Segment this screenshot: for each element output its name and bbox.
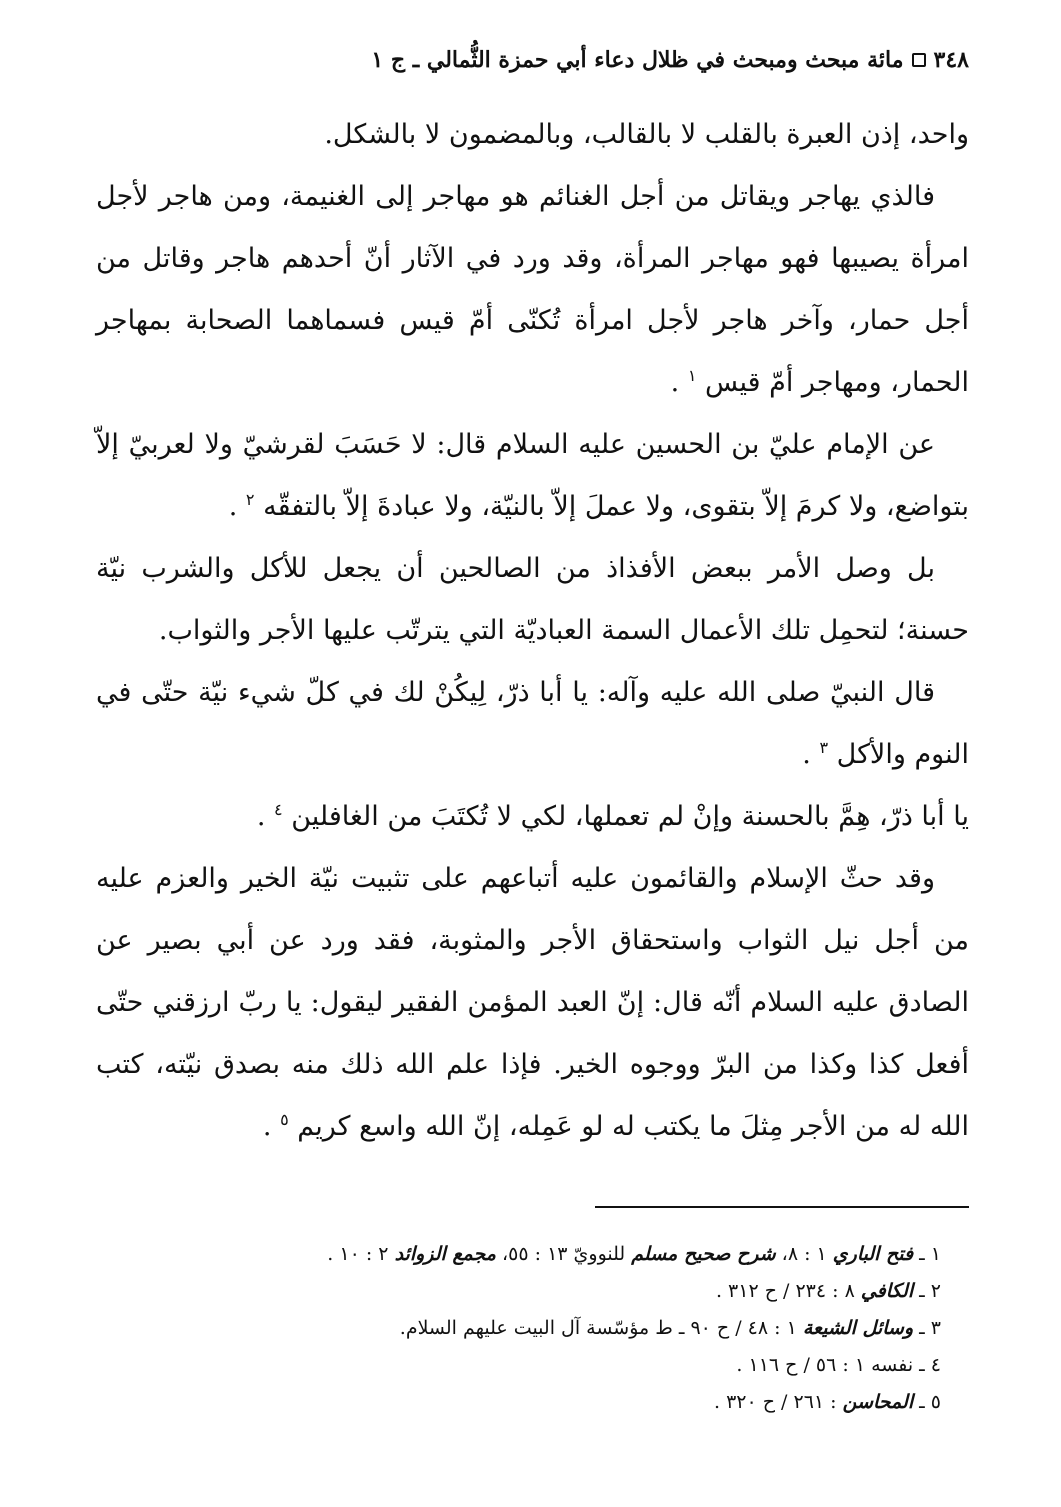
footnote-ref-4[interactable]: ٤	[274, 800, 283, 819]
footnote-source-title: فتح الباري	[832, 1243, 914, 1265]
footnote-2: ٢ ـ الكافي ٨ : ٢٣٤ / ح ٣١٢ .	[715, 1280, 941, 1302]
footnote-divider	[595, 1206, 969, 1208]
page-number: ٣٤٨	[933, 47, 969, 73]
paragraph-3: عن الإمام عليّ بن الحسين عليه السلام قال: لا حَسَبَ لقرشيّ ولا لعربيّ إلاّ بتواضع، ولا كرمَ إلاّ بتقوى، ولا عملَ إلاّ بالنيّة، ولا عبادةَ إلاّ بالتفقّه $^٢$ .	[96, 429, 969, 522]
footnote-ref-3[interactable]: ٣	[819, 738, 829, 757]
page	[96, 40, 969, 1158]
footnote-4: ٤ ـ نفسه ١ : ٥٦ / ح ١١٦ .	[736, 1354, 941, 1376]
footnote-3: ٣ ـ وسائل الشيعة ١ : ٤٨ / ح ٩٠ ـ ط مؤسّسة آل البيت عليهم السلام.	[399, 1317, 941, 1339]
paragraph-1: واحد، إذن العبرة بالقلب لا بالقالب، وبالمضمون لا بالشكل.	[324, 119, 969, 150]
running-header	[96, 40, 969, 80]
book-title: مائة مبحث ومبحث في ظلال دعاء أبي حمزة الثُّمالي ـ ج ١	[371, 47, 904, 73]
footnotes	[140, 1236, 941, 1421]
footnote-5: ٥ ـ المحاسن : ٢٦١ / ح ٣٢٠ .	[713, 1391, 941, 1413]
paragraph-7: وقد حثّ الإسلام والقائمون عليه أتباعهم على تثبيت نيّة الخير والعزم عليه من أجل نيل الثواب واستحقاق الأجر والمثوبة، فقد ورد عن أبي بصير عن الصادق عليه السلام أنّه قال: إنّ العبد المؤمن الفقير ليقول: يا ربّ ارزقني حتّى أفعل كذا وكذا من البرّ ووجوه الخير. فإذا علم الله ذلك منه بصدق نيّته، كتب الله له من الأجر مِثلَ ما يكتب له لو عَمِله، إنّ الله واسع كريم $^٥$ .	[96, 863, 969, 1142]
footnote-source-title: المحاسن	[842, 1391, 914, 1413]
square-bullet-icon	[912, 53, 926, 67]
paragraph-2: فالذي يهاجر ويقاتل من أجل الغنائم هو مهاجر إلى الغنيمة، ومن هاجر لأجل امرأة يصيبها فهو مهاجر المرأة، وقد ورد في الآثار أنّ أحدهم هاجر وقاتل من أجل حمار، وآخر هاجر لأجل امرأة تُكنّى أمّ قيس فسماهما الصحابة بمهاجر الحمار، ومهاجر أمّ قيس $^١$ .	[96, 181, 969, 398]
footnote-source-title: شرح صحيح مسلم	[631, 1243, 776, 1265]
footnote-source-title: الكافي	[860, 1280, 914, 1302]
paragraph-6: يا أبا ذرّ، هِمَّ بالحسنة وإنْ لم تعملها، لكي لا تُكتَبَ من الغافلين $^٤$ .	[256, 800, 969, 832]
paragraph-5: قال النبيّ صلى الله عليه وآله: يا أبا ذرّ، لِيكُنْ لك في كلّ شيء نيّة حتّى في النوم والأكل $^٣$ .	[96, 677, 969, 770]
body-text	[96, 104, 969, 1158]
footnote-ref-2[interactable]: ٢	[245, 490, 255, 509]
footnote-1: ١ ـ فتح الباري ١ : ٨، شرح صحيح مسلم للنوويّ ١٣ : ٥٥، مجمع الزوائد ٢ : ١٠ .	[327, 1243, 941, 1265]
paragraph-4: بل وصل الأمر ببعض الأفذاذ من الصالحين أن يجعل للأكل والشرب نيّة حسنة؛ لتحمِل تلك الأعمال السمة العباديّة التي يترتّب عليها الأجر والثواب.	[96, 553, 969, 646]
footnote-source-title: مجمع الزوائد	[394, 1243, 496, 1265]
footnote-ref-5[interactable]: ٥	[280, 1110, 289, 1129]
footnote-ref-1[interactable]: ١	[687, 366, 697, 385]
footnote-source-title: وسائل الشيعة	[802, 1317, 914, 1339]
